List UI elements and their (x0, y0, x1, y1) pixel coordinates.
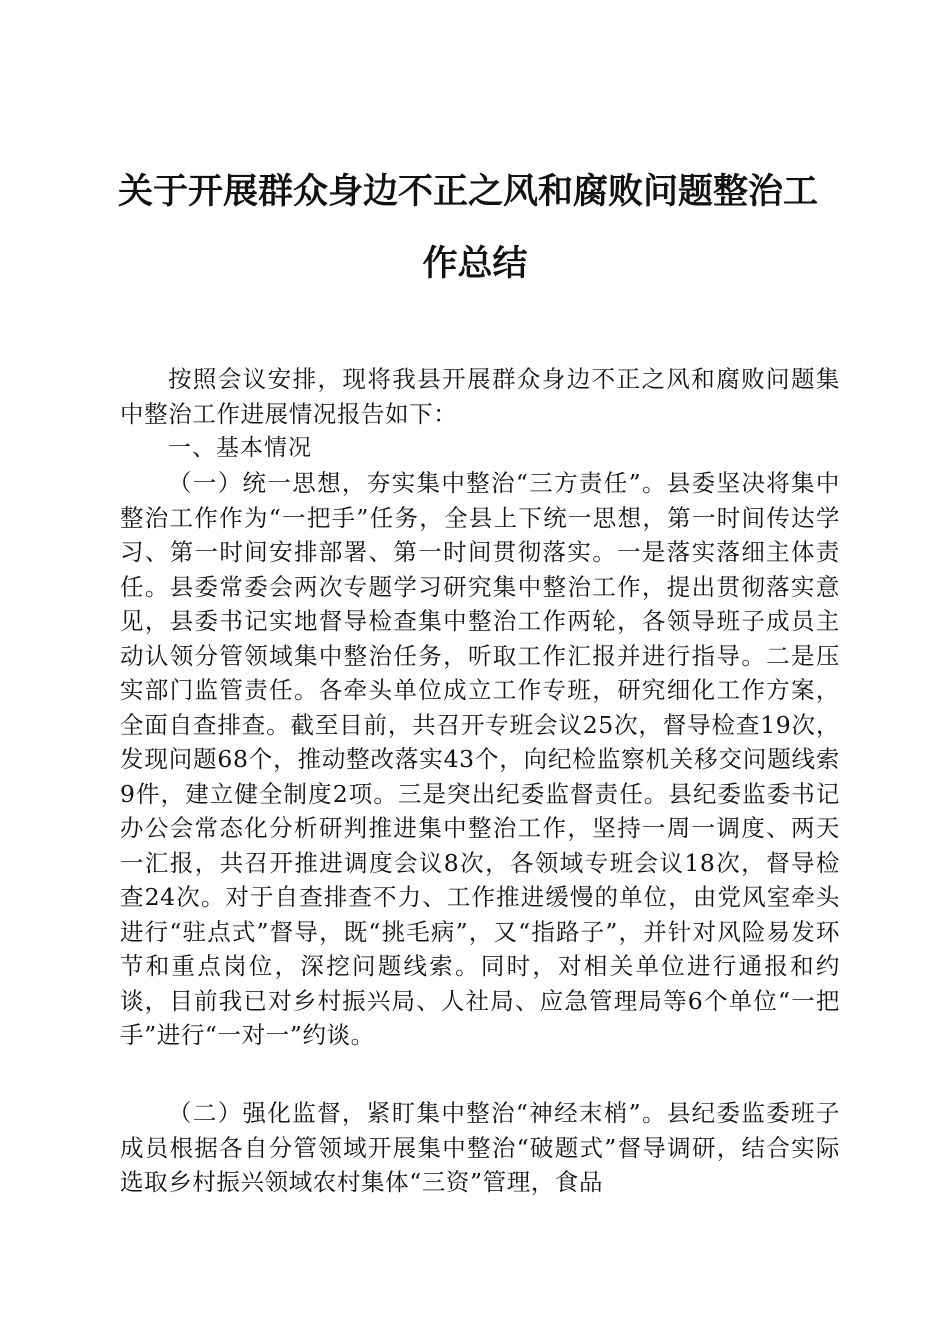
document-title-line-1: 关于开展群众身边不正之风和腐败问题整治工 (118, 171, 819, 212)
paragraph-unified-thinking: （一）统一思想，夯实集中整治“三方责任”。县委坚决将集中整治工作作为“一把手”任务，全县上下统一思想，第一时间传达学习、第一时间安排部署、第一时间贯彻落实。一是落实落细主体责任。县委常委会两次专题学习研究集中整治工作，提出贯彻落实意见，县委书记实地督导检查集中整治工作两轮，各领导班子成员主动认领分管领域集中整治任务，听取工作汇报并进行指导。二是压实部门监管责任。各牵头单位成立工作专班，研究细化工作方案，全面自查排查。截至目前，共召开专班会议25次，督导检查19次，发现问题68个，推动整改落实43个，向纪检监察机关移交问题线索9件，建立健全制度2项。三是突出纪委监督责任。县纪委监委书记办公会常态化分析研判推进集中整治工作，坚持一周一调度、两天一汇报，共召开推进调度会议8次，各领域专班会议18次，督导检查24次。对于自查排查不力、工作推进缓慢的单位，由党风室牵头进行“驻点式”督导，既“挑毛病”，又“指路子”，并针对风险易发环节和重点岗位，深挖问题线索。同时，对相关单位进行通报和约谈，目前我已对乡村振兴局、人社局、应急管理局等6个单位“一把手”进行“一对一”约谈。 (120, 469, 840, 1049)
paragraph-strengthen-supervision: （二）强化监督，紧盯集中整治“神经末梢”。县纪委监委班子成员根据各自分管领域开展集中整治“破题式”督导调研，结合实际选取乡村振兴领域农村集体“三资”管理，食品 (120, 1099, 840, 1196)
document-title-line-2: 作总结 (422, 243, 528, 284)
intro-paragraph: 按照会议安排，现将我县开展群众身边不正之风和腐败问题集中整治工作进展情况报告如下： (120, 365, 840, 428)
section-heading-basic-situation: 一、基本情况 (168, 435, 312, 461)
